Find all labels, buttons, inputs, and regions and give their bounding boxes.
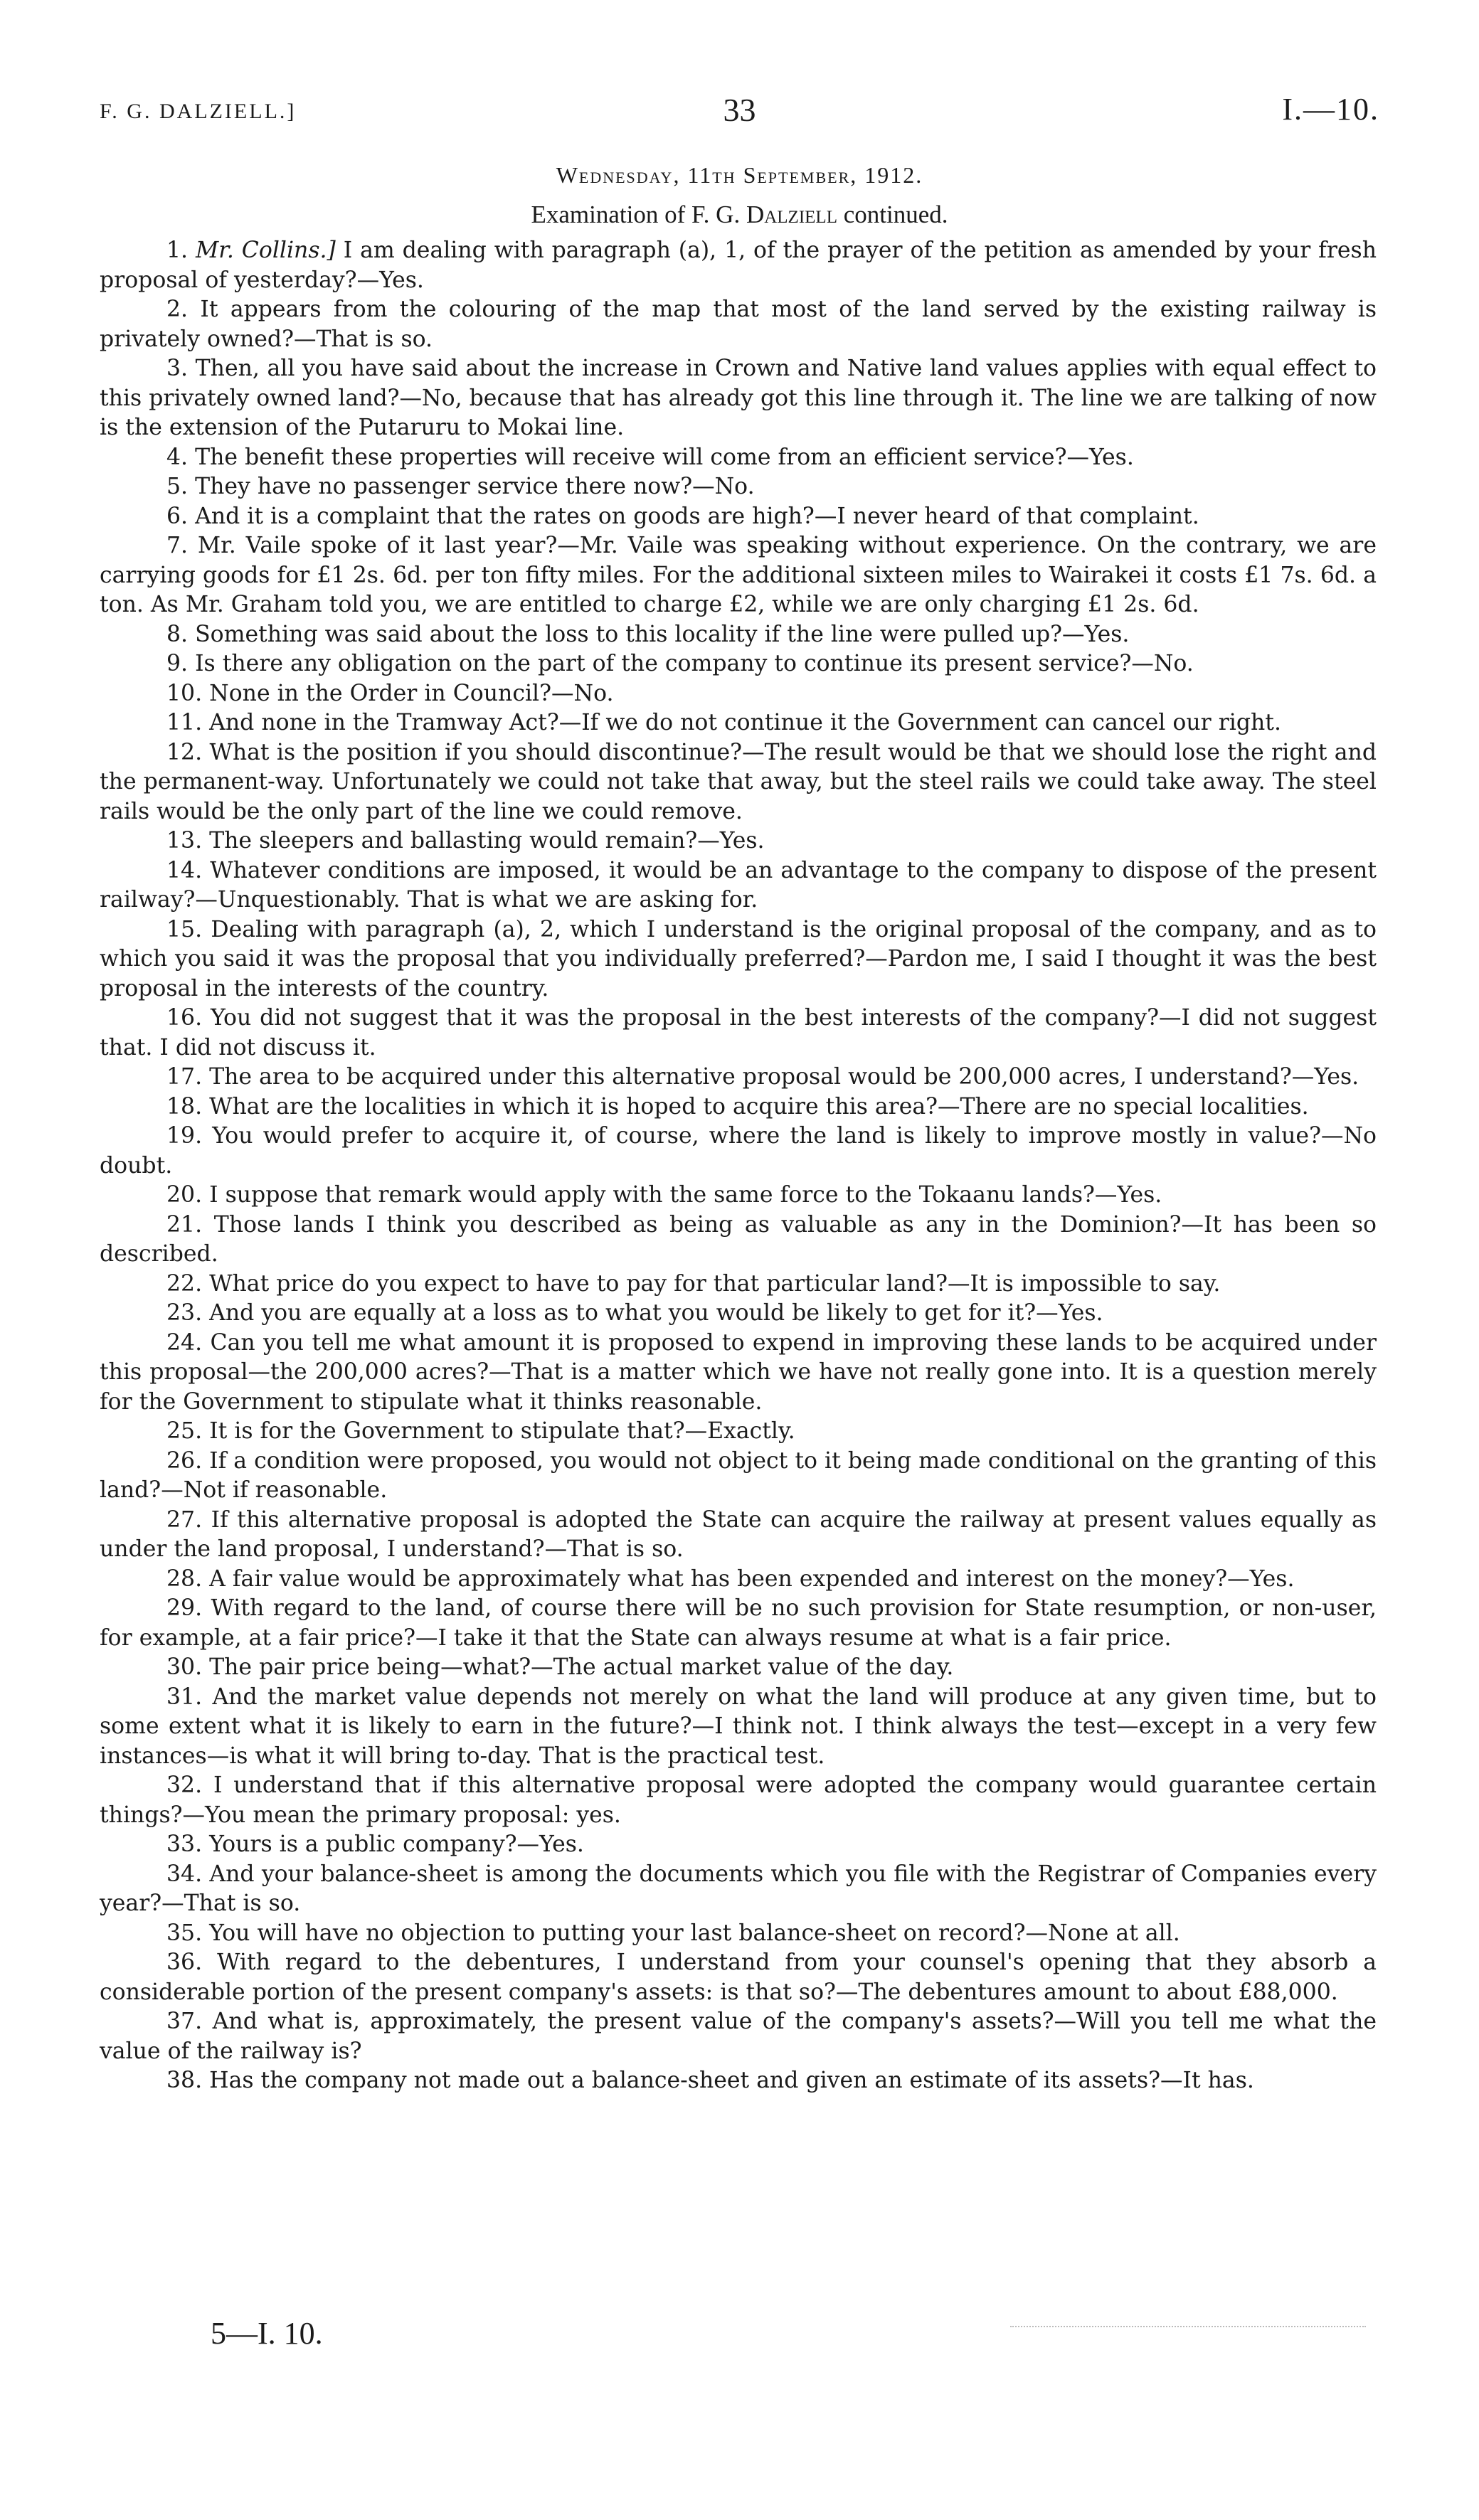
subtitle-prefix: Examination of F. G.	[531, 201, 746, 228]
question-paragraph	[100, 1860, 1377, 1919]
question-paragraph	[100, 679, 1377, 709]
question-text: It is for the Government to stipulate that?—Exactly.	[209, 1418, 795, 1444]
question-number: 13.	[166, 828, 203, 854]
question-text: With regard to the land, of course there will be no such provision for State resumption, or non-user, for example, at a fair price?—I take it that the State can always resume at what is a fair price.	[100, 1595, 1377, 1651]
question-paragraph	[100, 1506, 1377, 1565]
question-number: 24.	[166, 1329, 203, 1356]
examination-subtitle	[100, 201, 1379, 229]
subtitle-suffix: continued.	[837, 201, 948, 228]
question-paragraph	[100, 1653, 1377, 1683]
question-text: Mr. Vaile spoke of it last year?—Mr. Vaile was speaking without experience. On the contrary, we are carrying goods for £1 2s. 6d. per ton fifty miles. For the additional sixteen miles to Wairakei it costs £1 7s. 6d. a ton. As Mr. Graham told you, we are entitled to charge £2, while we are only charging £1 2s. 6d.	[100, 533, 1377, 617]
question-text: Something was said about the loss to this locality if the line were pulled up?—Yes.	[195, 621, 1130, 647]
question-paragraph	[100, 1919, 1377, 1949]
question-text: You did not suggest that it was the proposal in the best interests of the company?—I did not suggest that. I did not discuss it.	[100, 1005, 1377, 1060]
question-paragraph	[100, 1092, 1377, 1122]
subtitle-name: Dalziell	[746, 201, 837, 228]
question-number: 29.	[166, 1595, 203, 1621]
question-paragraph	[100, 1004, 1377, 1063]
question-text: Then, all you have said about the increase in Crown and Native land values applies with equal effect to this privately owned land?—No, because that has already got this line through it. The line we are talking of now is the extension of the Putaruru to Mokai line.	[100, 356, 1377, 440]
question-number: 5.	[166, 474, 189, 499]
question-number: 36.	[166, 1950, 203, 1975]
question-paragraph	[100, 1830, 1377, 1860]
question-number: 32.	[166, 1772, 203, 1798]
question-number: 8.	[166, 621, 189, 647]
question-paragraph	[100, 1594, 1377, 1653]
question-number: 21.	[166, 1211, 203, 1238]
question-text: And what is, approximately, the present value of the company's assets?—Will you tell me what the value of the railway is?	[100, 2009, 1377, 2064]
question-text: Is there any obligation on the part of the company to continue its present service?—No.	[195, 651, 1194, 676]
question-text: I am dealing with paragraph (a), 1, of the prayer of the petition as amended by your fresh proposal of yesterday?—Yes.	[100, 238, 1377, 293]
question-paragraph	[100, 295, 1377, 354]
question-text: And none in the Tramway Act?—If we do not continue it the Government can cancel our right.	[209, 710, 1281, 735]
question-paragraph	[100, 1948, 1377, 2007]
question-text: The area to be acquired under this alternative proposal would be 200,000 acres, I understand?—Yes.	[209, 1064, 1359, 1090]
question-text: You would prefer to acquire it, of course, where the land is likely to improve mostly in value?—No doubt.	[100, 1123, 1377, 1179]
question-text: And you are equally at a loss as to what you would be likely to get for it?—Yes.	[209, 1300, 1103, 1326]
question-number: 17.	[166, 1064, 203, 1090]
question-number: 7.	[166, 533, 189, 558]
question-text: With regard to the debentures, I understand from your counsel's opening that they absorb a considerable portion of the present company's assets: is that so?—The debentures amount to about £88,000.	[100, 1950, 1377, 2005]
question-paragraph	[100, 620, 1377, 650]
question-text: And the market value depends not merely on what the land will produce at any given time, but to some extent what it is likely to earn in the future?—I think not. I think always the test—except in a very few instances—is what it will bring to-day. That is the practical test.	[100, 1684, 1377, 1769]
question-number: 1.	[166, 238, 189, 263]
question-paragraph	[100, 1329, 1377, 1418]
question-number: 11.	[166, 710, 203, 735]
question-number: 37.	[166, 2009, 203, 2034]
question-text: A fair value would be approximately what has been expended and interest on the money?—Yes.	[209, 1565, 1295, 1592]
testimony-body	[100, 236, 1377, 2096]
question-paragraph	[100, 1565, 1377, 1595]
question-text: Has the company not made out a balance-sheet and given an estimate of its assets?—It has.	[209, 2068, 1254, 2093]
question-paragraph	[100, 1299, 1377, 1329]
question-text: If this alternative proposal is adopted the State can acquire the railway at present values equally as under the land proposal, I understand?—That is so.	[100, 1506, 1377, 1562]
question-text: Those lands I think you described as being as valuable as any in the Dominion?—It has been so described.	[100, 1211, 1377, 1267]
question-number: 3.	[166, 356, 189, 381]
question-number: 35.	[166, 1920, 203, 1946]
question-number: 31.	[166, 1684, 203, 1710]
question-paragraph	[100, 708, 1377, 738]
question-number: 23.	[166, 1300, 203, 1326]
question-text: And your balance-sheet is among the documents which you file with the Registrar of Companies every year?—That is so.	[100, 1861, 1377, 1916]
question-text: What price do you expect to have to pay for that particular land?—It is impossible to say.	[209, 1270, 1221, 1297]
question-text: Can you tell me what amount it is proposed to expend in improving these lands to be acquired under this proposal—the 200,000 acres?—That is a matter which we have not really gone into. It is a question merely for the Government to stipulate what it thinks reasonable.	[100, 1329, 1377, 1415]
question-paragraph	[100, 915, 1377, 1004]
question-number: 14.	[166, 857, 203, 883]
question-paragraph	[100, 472, 1377, 502]
question-paragraph	[100, 531, 1377, 620]
question-text: They have no passenger service there now?—No.	[195, 474, 755, 499]
question-number: 9.	[166, 651, 189, 676]
question-text: I suppose that remark would apply with the same force to the Tokaanu lands?—Yes.	[209, 1182, 1162, 1208]
question-number: 38.	[166, 2068, 203, 2093]
question-text: If a condition were proposed, you would not object to it being made conditional on the granting of this land?—Not if reasonable.	[100, 1447, 1377, 1503]
scan-smudge	[1010, 2326, 1366, 2329]
question-number: 18.	[166, 1093, 203, 1120]
question-paragraph	[100, 2066, 1377, 2096]
session-date: Wednesday, 11th September, 1912.	[556, 162, 923, 188]
question-number: 28.	[166, 1565, 203, 1592]
question-number: 12.	[166, 739, 203, 765]
question-paragraph	[100, 1417, 1377, 1447]
document-reference: I.—10.	[1282, 92, 1379, 127]
question-paragraph	[100, 856, 1377, 915]
question-number: 15.	[166, 916, 203, 942]
page-number: 33	[723, 92, 756, 128]
question-number: 20.	[166, 1182, 203, 1208]
question-text: What is the position if you should discontinue?—The result would be that we should lose the right and the permanent-way. Unfortunately we could not take that away, but the steel rails we could take away. The steel rails would be the only part of the line we could remove.	[100, 739, 1377, 824]
question-text: The pair price being—what?—The actual market value of the day.	[209, 1654, 954, 1680]
question-paragraph	[100, 1211, 1377, 1270]
question-number: 33.	[166, 1831, 203, 1857]
question-text: You will have no objection to putting your last balance-sheet on record?—None at all.	[209, 1920, 1180, 1946]
question-number: 6.	[166, 503, 189, 529]
question-paragraph	[100, 1771, 1377, 1830]
question-paragraph	[100, 502, 1377, 532]
question-text: And it is a complaint that the rates on goods are high?—I never heard of that complaint.	[195, 503, 1199, 529]
question-paragraph	[100, 236, 1377, 295]
question-number: 30.	[166, 1654, 203, 1680]
question-text: It appears from the colouring of the map that most of the land served by the existing railway is privately owned?—That is so.	[100, 297, 1377, 352]
question-paragraph	[100, 1270, 1377, 1299]
question-number: 34.	[166, 1861, 203, 1887]
question-number: 10.	[166, 680, 203, 706]
page-header	[100, 91, 1379, 134]
signature-mark: 5—I. 10.	[211, 2316, 323, 2351]
question-paragraph	[100, 354, 1377, 443]
question-number: 27.	[166, 1506, 203, 1533]
question-paragraph	[100, 1181, 1377, 1211]
question-text: None in the Order in Council?—No.	[209, 680, 614, 706]
question-number: 4.	[166, 444, 189, 470]
question-text: The sleepers and ballasting would remain?—Yes.	[209, 828, 765, 854]
question-number: 25.	[166, 1418, 203, 1444]
question-number: 26.	[166, 1447, 203, 1474]
question-paragraph	[100, 1683, 1377, 1772]
question-text: I understand that if this alternative proposal were adopted the company would guarantee certain things?—You mean the primary proposal: yes.	[100, 1772, 1377, 1828]
question-number: 19.	[166, 1123, 203, 1149]
question-text: Whatever conditions are imposed, it would be an advantage to the company to dispose of the present railway?—Unquestionably. That is what we are asking for.	[100, 857, 1377, 913]
question-paragraph	[100, 2007, 1377, 2066]
question-paragraph	[100, 1122, 1377, 1181]
question-text: Yours is a public company?—Yes.	[209, 1831, 584, 1857]
question-number: 2.	[166, 297, 189, 322]
question-paragraph	[100, 1447, 1377, 1506]
question-paragraph	[100, 649, 1377, 679]
question-text: What are the localities in which it is hoped to acquire this area?—There are no special localities.	[209, 1093, 1309, 1120]
question-number: 22.	[166, 1270, 203, 1297]
header-witness-name: F. G. DALZIELL.]	[100, 100, 297, 123]
question-paragraph	[100, 826, 1377, 856]
question-paragraph	[100, 443, 1377, 473]
question-paragraph	[100, 738, 1377, 827]
speaker-name: Mr. Collins.]	[195, 238, 336, 263]
question-text: The benefit these properties will receive will come from an efficient service?—Yes.	[195, 444, 1134, 470]
question-text: Dealing with paragraph (a), 2, which I understand is the original proposal of the company, and as to which you said it was the proposal that you individually preferred?—Pardon me, I said I thought it was the best proposal in the interests of the country.	[100, 916, 1377, 1001]
question-number: 16.	[166, 1005, 203, 1031]
question-paragraph	[100, 1063, 1377, 1092]
